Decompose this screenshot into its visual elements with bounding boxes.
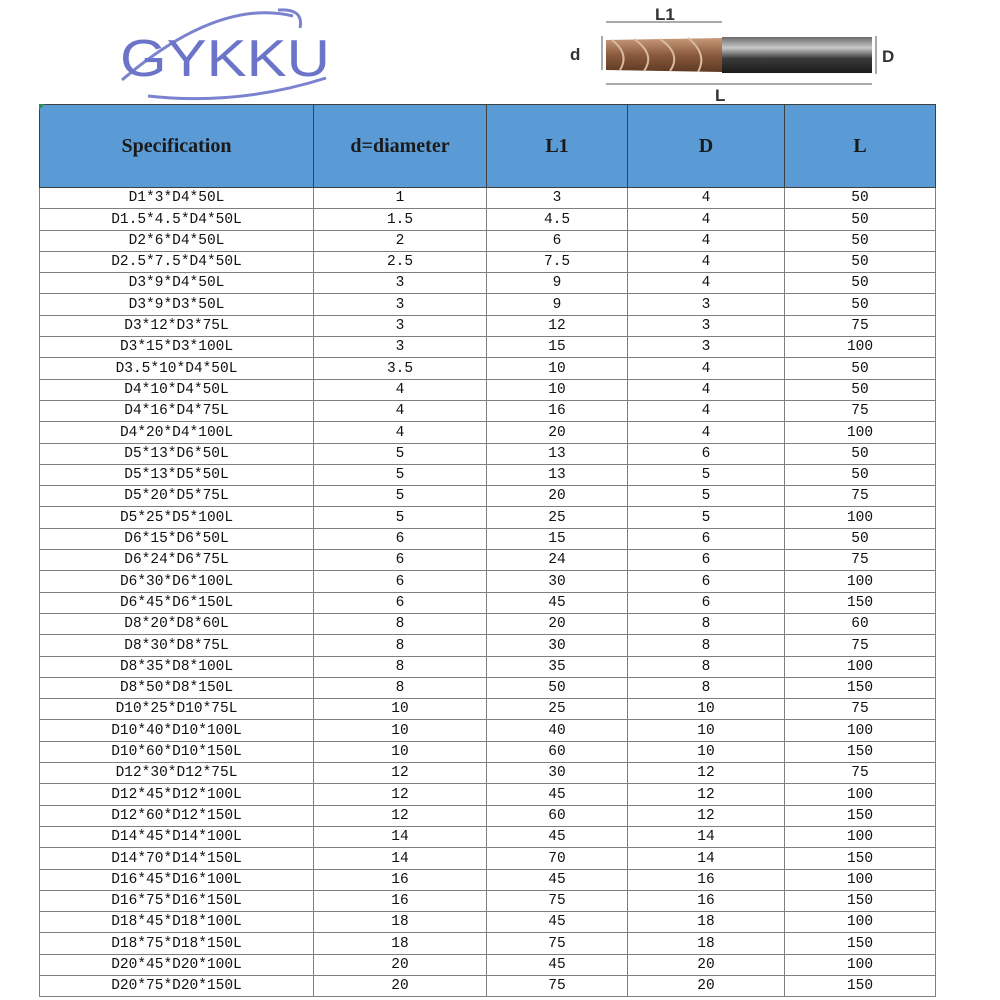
cell-shank-diameter: 6: [628, 571, 785, 592]
label-d-large: D: [882, 47, 895, 66]
cell-l1: 75: [487, 890, 628, 911]
label-d-small: d: [570, 45, 581, 64]
cell-diameter: 2: [314, 230, 487, 251]
table-row: [40, 805, 936, 826]
cell-diameter: 4: [314, 422, 487, 443]
cell-l1: 9: [487, 294, 628, 315]
cell-length: 100: [785, 912, 936, 933]
cell-l1: 45: [487, 869, 628, 890]
cell-shank-diameter: 10: [628, 720, 785, 741]
cell-diameter: 14: [314, 826, 487, 847]
cell-diameter: 6: [314, 528, 487, 549]
cell-specification: D8*35*D8*100L: [40, 656, 314, 677]
cell-length: 75: [785, 400, 936, 421]
cell-length: 75: [785, 486, 936, 507]
table-row: [40, 784, 936, 805]
cell-length: 150: [785, 805, 936, 826]
cell-specification: D1*3*D4*50L: [40, 188, 314, 209]
table-row: [40, 912, 936, 933]
cell-diameter: 8: [314, 635, 487, 656]
table-row: [40, 550, 936, 571]
brand-logo: [118, 8, 336, 104]
label-l: L: [715, 86, 726, 104]
label-l1: L1: [655, 5, 675, 24]
cell-specification: D20*45*D20*100L: [40, 954, 314, 975]
cell-diameter: 14: [314, 848, 487, 869]
cell-specification: D8*20*D8*60L: [40, 613, 314, 634]
cell-diameter: 12: [314, 784, 487, 805]
cell-shank-diameter: 3: [628, 294, 785, 315]
cell-specification: D12*45*D12*100L: [40, 784, 314, 805]
cell-length: 150: [785, 592, 936, 613]
cell-shank-diameter: 14: [628, 826, 785, 847]
cell-l1: 20: [487, 613, 628, 634]
cell-shank-diameter: 20: [628, 975, 785, 996]
cell-l1: 75: [487, 933, 628, 954]
cell-specification: D6*15*D6*50L: [40, 528, 314, 549]
cell-l1: 30: [487, 763, 628, 784]
cell-specification: D10*25*D10*75L: [40, 699, 314, 720]
cell-l1: 7.5: [487, 251, 628, 272]
cell-diameter: 10: [314, 720, 487, 741]
cell-diameter: 10: [314, 699, 487, 720]
cell-length: 60: [785, 613, 936, 634]
cell-diameter: 20: [314, 975, 487, 996]
table-row: [40, 486, 936, 507]
cell-length: 50: [785, 528, 936, 549]
cell-diameter: 3: [314, 273, 487, 294]
cell-shank-diameter: 10: [628, 699, 785, 720]
cell-l1: 20: [487, 422, 628, 443]
cell-specification: D2.5*7.5*D4*50L: [40, 251, 314, 272]
cell-length: 100: [785, 869, 936, 890]
cell-diameter: 3.5: [314, 358, 487, 379]
cell-diameter: 2.5: [314, 251, 487, 272]
cell-diameter: 18: [314, 933, 487, 954]
cell-shank-diameter: 4: [628, 230, 785, 251]
table-row: [40, 294, 936, 315]
cell-shank-diameter: 4: [628, 209, 785, 230]
cell-length: 100: [785, 720, 936, 741]
cell-length: 150: [785, 975, 936, 996]
cell-diameter: 1.5: [314, 209, 487, 230]
cell-shank-diameter: 12: [628, 805, 785, 826]
header-specification: Specification: [40, 105, 314, 188]
cell-length: 50: [785, 188, 936, 209]
table-row: [40, 273, 936, 294]
cell-specification: D6*30*D6*100L: [40, 571, 314, 592]
cell-specification: D4*10*D4*50L: [40, 379, 314, 400]
cell-specification: D5*25*D5*100L: [40, 507, 314, 528]
cell-diameter: 3: [314, 337, 487, 358]
cell-shank-diameter: 5: [628, 507, 785, 528]
cell-specification: D3*9*D4*50L: [40, 273, 314, 294]
cell-shank-diameter: 16: [628, 890, 785, 911]
cell-l1: 9: [487, 273, 628, 294]
cell-l1: 40: [487, 720, 628, 741]
cell-length: 50: [785, 358, 936, 379]
cell-length: 50: [785, 230, 936, 251]
table-row: [40, 379, 936, 400]
cell-specification: D14*70*D14*150L: [40, 848, 314, 869]
cell-shank-diameter: 18: [628, 912, 785, 933]
cell-l1: 25: [487, 699, 628, 720]
cell-length: 100: [785, 954, 936, 975]
table-row: [40, 613, 936, 634]
cell-specification: D10*40*D10*100L: [40, 720, 314, 741]
table-row: [40, 315, 936, 336]
cell-l1: 12: [487, 315, 628, 336]
cell-length: 100: [785, 656, 936, 677]
cell-specification: D18*45*D18*100L: [40, 912, 314, 933]
cell-diameter: 5: [314, 464, 487, 485]
cell-length: 50: [785, 273, 936, 294]
cell-specification: D4*16*D4*75L: [40, 400, 314, 421]
cell-length: 50: [785, 209, 936, 230]
cell-length: 75: [785, 699, 936, 720]
cell-l1: 35: [487, 656, 628, 677]
cell-l1: 25: [487, 507, 628, 528]
cell-l1: 60: [487, 805, 628, 826]
cell-l1: 10: [487, 358, 628, 379]
cell-l1: 3: [487, 188, 628, 209]
table-row: [40, 251, 936, 272]
cell-shank-diameter: 4: [628, 251, 785, 272]
table-row: [40, 869, 936, 890]
cell-length: 150: [785, 677, 936, 698]
cell-l1: 75: [487, 975, 628, 996]
cell-length: 75: [785, 315, 936, 336]
cell-length: 75: [785, 550, 936, 571]
table-row: [40, 954, 936, 975]
cell-shank-diameter: 14: [628, 848, 785, 869]
end-mill-diagram: [560, 4, 900, 104]
cell-diameter: 3: [314, 315, 487, 336]
cell-length: 100: [785, 784, 936, 805]
cell-l1: 30: [487, 571, 628, 592]
table-row: [40, 763, 936, 784]
cell-shank-diameter: 8: [628, 613, 785, 634]
table-row: [40, 848, 936, 869]
cell-specification: D4*20*D4*100L: [40, 422, 314, 443]
cell-diameter: 6: [314, 571, 487, 592]
cell-specification: D3*9*D3*50L: [40, 294, 314, 315]
cell-diameter: 12: [314, 805, 487, 826]
cell-specification: D20*75*D20*150L: [40, 975, 314, 996]
cell-specification: D6*24*D6*75L: [40, 550, 314, 571]
table-row: [40, 656, 936, 677]
cell-l1: 13: [487, 464, 628, 485]
cell-shank-diameter: 18: [628, 933, 785, 954]
cell-length: 100: [785, 422, 936, 443]
cell-length: 75: [785, 763, 936, 784]
table-row: [40, 741, 936, 762]
cell-length: 150: [785, 848, 936, 869]
cell-length: 100: [785, 337, 936, 358]
cell-l1: 15: [487, 337, 628, 358]
cell-l1: 50: [487, 677, 628, 698]
cell-diameter: 6: [314, 550, 487, 571]
table-row: [40, 677, 936, 698]
cell-diameter: 8: [314, 677, 487, 698]
cell-length: 50: [785, 443, 936, 464]
table-row: [40, 188, 936, 209]
cell-l1: 4.5: [487, 209, 628, 230]
cell-diameter: 5: [314, 507, 487, 528]
table-row: [40, 358, 936, 379]
cell-length: 50: [785, 251, 936, 272]
cell-shank-diameter: 6: [628, 550, 785, 571]
cell-shank-diameter: 6: [628, 528, 785, 549]
cell-shank-diameter: 4: [628, 400, 785, 421]
cell-shank-diameter: 8: [628, 635, 785, 656]
cell-diameter: 20: [314, 954, 487, 975]
table-row: [40, 975, 936, 996]
cell-length: 150: [785, 741, 936, 762]
table-row: [40, 230, 936, 251]
cell-l1: 45: [487, 912, 628, 933]
cell-specification: D3*15*D3*100L: [40, 337, 314, 358]
table-row: [40, 443, 936, 464]
cell-l1: 45: [487, 826, 628, 847]
cell-shank-diameter: 4: [628, 422, 785, 443]
cell-shank-diameter: 16: [628, 869, 785, 890]
cell-l1: 16: [487, 400, 628, 421]
cell-shank-diameter: 6: [628, 443, 785, 464]
cell-l1: 13: [487, 443, 628, 464]
cell-specification: D18*75*D18*150L: [40, 933, 314, 954]
table-row: [40, 699, 936, 720]
cell-specification: D16*45*D16*100L: [40, 869, 314, 890]
cell-shank-diameter: 4: [628, 188, 785, 209]
cell-diameter: 8: [314, 656, 487, 677]
cell-specification: D5*20*D5*75L: [40, 486, 314, 507]
cell-l1: 45: [487, 954, 628, 975]
table-row: [40, 571, 936, 592]
cell-diameter: 3: [314, 294, 487, 315]
table-row: [40, 337, 936, 358]
table-header-row: [40, 105, 936, 188]
cell-shank-diameter: 8: [628, 677, 785, 698]
cell-specification: D6*45*D6*150L: [40, 592, 314, 613]
cell-diameter: 16: [314, 869, 487, 890]
cell-l1: 24: [487, 550, 628, 571]
table-row: [40, 209, 936, 230]
table-row: [40, 592, 936, 613]
header-l1: L1: [487, 105, 628, 188]
cell-l1: 45: [487, 592, 628, 613]
cell-specification: D10*60*D10*150L: [40, 741, 314, 762]
cell-l1: 45: [487, 784, 628, 805]
cell-diameter: 5: [314, 443, 487, 464]
cell-diameter: 12: [314, 763, 487, 784]
cell-specification: D5*13*D6*50L: [40, 443, 314, 464]
cell-specification: D1.5*4.5*D4*50L: [40, 209, 314, 230]
header-shank-diameter: D: [628, 105, 785, 188]
cell-diameter: 5: [314, 486, 487, 507]
cell-l1: 30: [487, 635, 628, 656]
cell-shank-diameter: 12: [628, 763, 785, 784]
specification-table: [39, 104, 936, 997]
cell-shank-diameter: 5: [628, 486, 785, 507]
cell-shank-diameter: 10: [628, 741, 785, 762]
cell-diameter: 10: [314, 741, 487, 762]
cell-specification: D2*6*D4*50L: [40, 230, 314, 251]
cell-diameter: 4: [314, 379, 487, 400]
cell-specification: D8*30*D8*75L: [40, 635, 314, 656]
cell-diameter: 4: [314, 400, 487, 421]
cell-corner-mark: [39, 104, 45, 110]
cell-shank-diameter: 4: [628, 379, 785, 400]
table-row: [40, 826, 936, 847]
cell-l1: 15: [487, 528, 628, 549]
cell-specification: D3*12*D3*75L: [40, 315, 314, 336]
cell-shank-diameter: 4: [628, 273, 785, 294]
cell-diameter: 18: [314, 912, 487, 933]
cell-shank-diameter: 4: [628, 358, 785, 379]
cell-shank-diameter: 8: [628, 656, 785, 677]
table-row: [40, 933, 936, 954]
cell-l1: 10: [487, 379, 628, 400]
table-row: [40, 422, 936, 443]
table-row: [40, 400, 936, 421]
cell-length: 50: [785, 379, 936, 400]
cell-length: 150: [785, 933, 936, 954]
cell-length: 100: [785, 571, 936, 592]
cell-l1: 60: [487, 741, 628, 762]
cell-diameter: 16: [314, 890, 487, 911]
cell-length: 150: [785, 890, 936, 911]
cell-diameter: 8: [314, 613, 487, 634]
logo-text: GYKKU: [120, 30, 330, 88]
cell-specification: D5*13*D5*50L: [40, 464, 314, 485]
cell-diameter: 6: [314, 592, 487, 613]
cell-diameter: 1: [314, 188, 487, 209]
cell-shank-diameter: 5: [628, 464, 785, 485]
cell-specification: D3.5*10*D4*50L: [40, 358, 314, 379]
header-diameter: d=diameter: [314, 105, 487, 188]
header-length: L: [785, 105, 936, 188]
header-area: [0, 0, 1000, 104]
cell-specification: D14*45*D14*100L: [40, 826, 314, 847]
table-row: [40, 528, 936, 549]
cell-shank-diameter: 3: [628, 315, 785, 336]
cell-length: 100: [785, 507, 936, 528]
table-row: [40, 507, 936, 528]
cell-length: 75: [785, 635, 936, 656]
cell-shank-diameter: 20: [628, 954, 785, 975]
table-row: [40, 635, 936, 656]
brand-logo-graphic: [118, 8, 336, 104]
cell-specification: D12*30*D12*75L: [40, 763, 314, 784]
cell-shank-diameter: 3: [628, 337, 785, 358]
cell-l1: 70: [487, 848, 628, 869]
cell-specification: D12*60*D12*150L: [40, 805, 314, 826]
table-body: [40, 188, 936, 997]
end-mill-diagram-graphic: [560, 4, 900, 104]
table-row: [40, 890, 936, 911]
cell-specification: D8*50*D8*150L: [40, 677, 314, 698]
table-row: [40, 720, 936, 741]
cell-length: 50: [785, 464, 936, 485]
cell-length: 100: [785, 826, 936, 847]
cell-shank-diameter: 6: [628, 592, 785, 613]
table-row: [40, 464, 936, 485]
cell-length: 50: [785, 294, 936, 315]
cell-shank-diameter: 12: [628, 784, 785, 805]
cell-l1: 20: [487, 486, 628, 507]
cell-specification: D16*75*D16*150L: [40, 890, 314, 911]
cell-l1: 6: [487, 230, 628, 251]
